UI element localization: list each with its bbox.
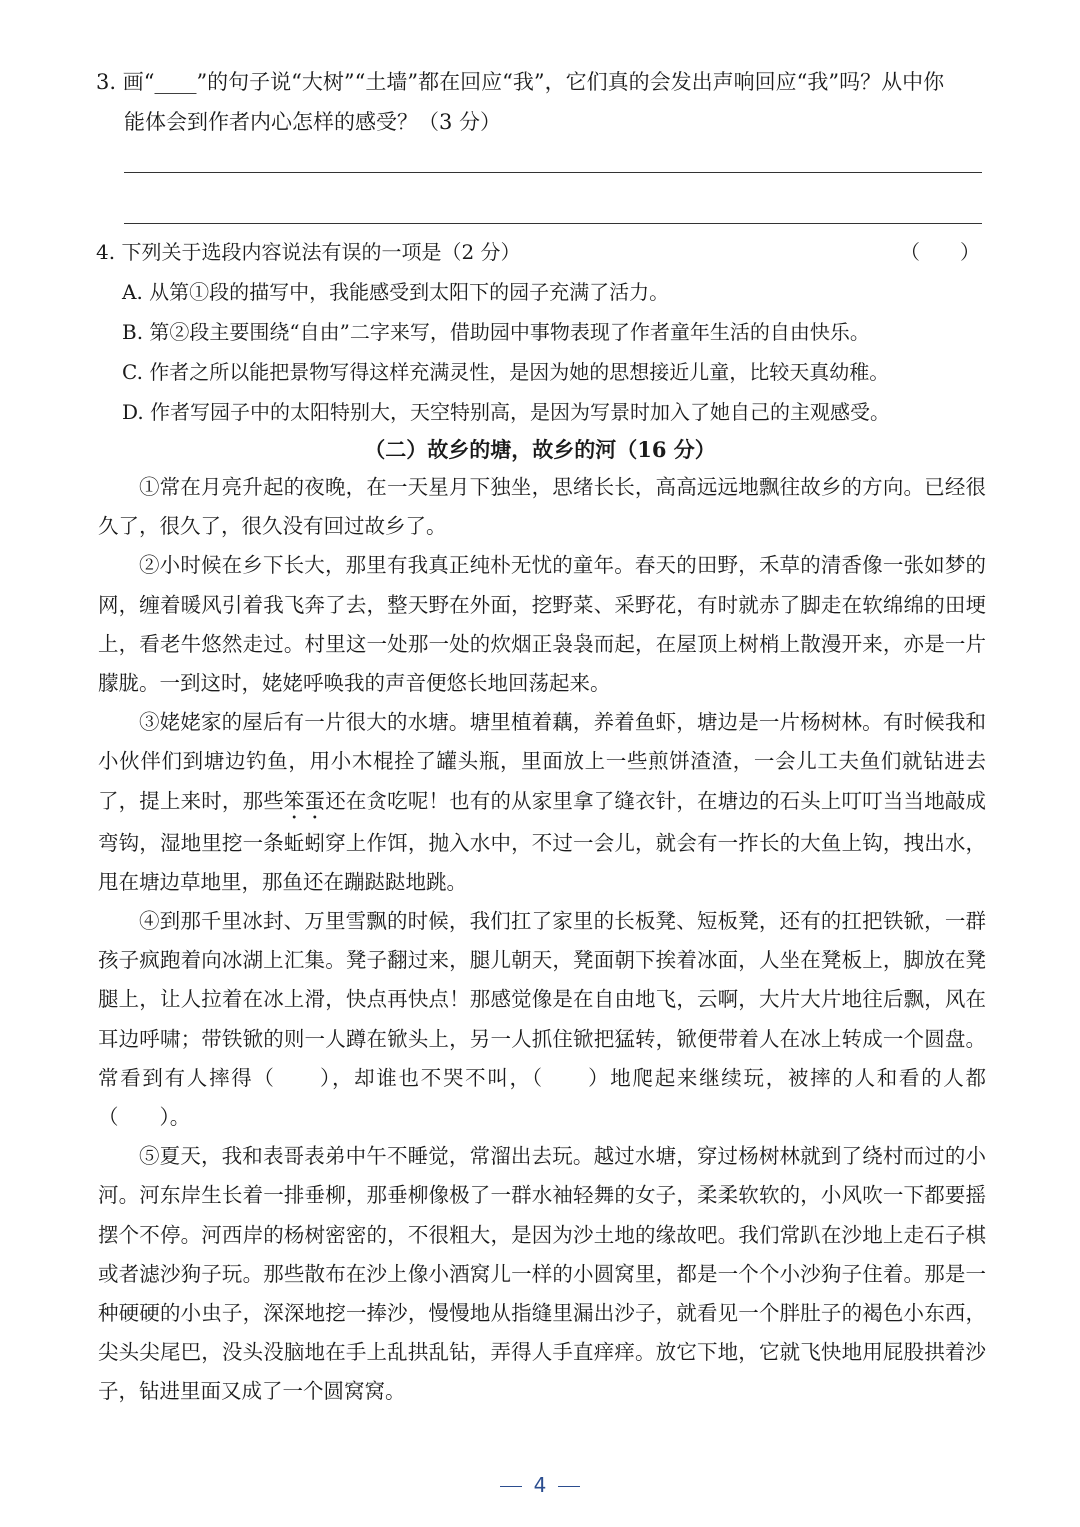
option-a: A. 从第①段的描写中，我能感受到太阳下的园子充满了活力。 bbox=[122, 280, 670, 304]
question-3 bbox=[96, 62, 996, 142]
page-number bbox=[0, 1470, 1080, 1500]
question-4 bbox=[96, 232, 986, 432]
answer-line-1[interactable] bbox=[124, 172, 982, 173]
question-4-stem bbox=[96, 232, 986, 272]
emphasized-word: 笨蛋 bbox=[283, 788, 326, 813]
question-4-text: 4. 下列关于选段内容说法有误的一项是（2 分） bbox=[96, 240, 521, 264]
question-3-line-2: 能体会到作者内心怎样的感受？（3 分） bbox=[124, 110, 502, 134]
answer-line-2[interactable] bbox=[124, 223, 982, 224]
paragraph-2: ②小时候在乡下长大，那里有我真正纯朴无忧的童年。春天的田野，禾草的清香像一张如梦的网，缠着暖风引着我飞奔了去，整天野在外面，挖野菜、采野花，有时就赤了脚走在软绵绵的田埂上，看老牛悠然走过。村里这一处那一处的炊烟正袅袅而起，在屋顶上树梢上散漫开来，亦是一片朦胧。一到这时，姥姥呼唤我的声音便悠长地回荡起来。 bbox=[98, 553, 986, 696]
page-number-dash-left bbox=[500, 1486, 522, 1487]
reading-passage bbox=[98, 468, 986, 1412]
question-3-line-1: 3. 画“____”的句子说“大树”“土墙”都在回应“我”，它们真的会发出声响回应“我”吗？从中你 bbox=[96, 70, 945, 94]
paragraph-5: ⑤夏天，我和表哥表弟中午不睡觉，常溜出去玩。越过水塘，穿过杨树林就到了绕村而过的小河。河东岸生长着一排垂柳，那垂柳像极了一群水袖轻舞的女子，柔柔软软的，小风吹一下都要摇摆个不停。河西岸的杨树密密的，不很粗大，是因为沙土地的缘故吧。我们常趴在沙地上走石子棋或者滤沙狗子玩。那些散布在沙上像小酒窝儿一样的小圆窝里，都是一个个小沙狗子住着。那是一种硬硬的小虫子，深深地挖一捧沙，慢慢地从指缝里漏出沙子，就看见一个胖肚子的褐色小东西，尖头尖尾巴，没头没脑地在手上乱拱乱钻，弄得人手直痒痒。放它下地，它就飞快地用屁股拱着沙子，钻进里面又成了一个圆窝窝。 bbox=[98, 1144, 986, 1404]
answer-parentheses[interactable]: （ ） bbox=[900, 240, 980, 264]
paragraph-1: ①常在月亮升起的夜晚，在一天星月下独坐，思绪长长，高高远远地飘往故乡的方向。已经很久了，很久了，很久没有回过故乡了。 bbox=[98, 475, 986, 539]
page-number-dash-right bbox=[558, 1486, 580, 1487]
paragraph-3 bbox=[98, 703, 986, 902]
paragraph-4: ④到那千里冰封、万里雪飘的时候，我们扛了家里的长板凳、短板凳，还有的扛把铁锨，一群孩子疯跑着向冰湖上汇集。凳子翻过来，腿儿朝天，凳面朝下挨着冰面，人坐在凳板上，脚放在凳腿上，让人拉着在冰上滑，快点再快点！那感觉像是在自由地飞，云啊，大片大片地往后飘，风在耳边呼啸；带铁锨的则一人蹲在锨头上，另一人抓住锨把猛转，锨便带着人在冰上转成一个圆盘。常看到有人摔得（ ），却谁也不哭不叫，（ ）地爬起来继续玩，被摔的人和看的人都（ ）。 bbox=[98, 909, 986, 1130]
section-title: （二）故乡的塘，故乡的河（16 分） bbox=[364, 437, 716, 462]
paragraph-3-part-2: 还在贪吃呢！也有的从家里拿了缝衣针，在塘边的石头上叮叮当当地敲成弯钩，湿地里挖一条蚯蚓穿上作饵，抛入水中，不过一会儿，就会有一拃长的大鱼上钩，拽出水，甩在塘边草地里，那鱼还在蹦跶跶地跳。 bbox=[98, 788, 987, 894]
page-number-value: 4 bbox=[533, 1473, 547, 1497]
option-c: C. 作者之所以能把景物写得这样充满灵性，是因为她的思想接近儿童，比较天真幼稚。 bbox=[122, 360, 890, 384]
paragraph-3-part-1: ③姥姥家的屋后有一片很大的水塘。塘里植着藕，养着鱼虾，塘边是一片杨树林。有时候我和小伙伴们到塘边钓鱼，用小木棍拴了罐头瓶，里面放上一些煎饼渣渣，一会儿工夫鱼们就钻进去了，提上来时，那些 bbox=[98, 710, 986, 813]
option-b: B. 第②段主要围绕“自由”二字来写，借助园中事物表现了作者童年生活的自由快乐。 bbox=[122, 320, 870, 344]
option-d: D. 作者写园子中的太阳特别大，天空特别高，是因为写景时加入了她自己的主观感受。 bbox=[122, 400, 891, 424]
